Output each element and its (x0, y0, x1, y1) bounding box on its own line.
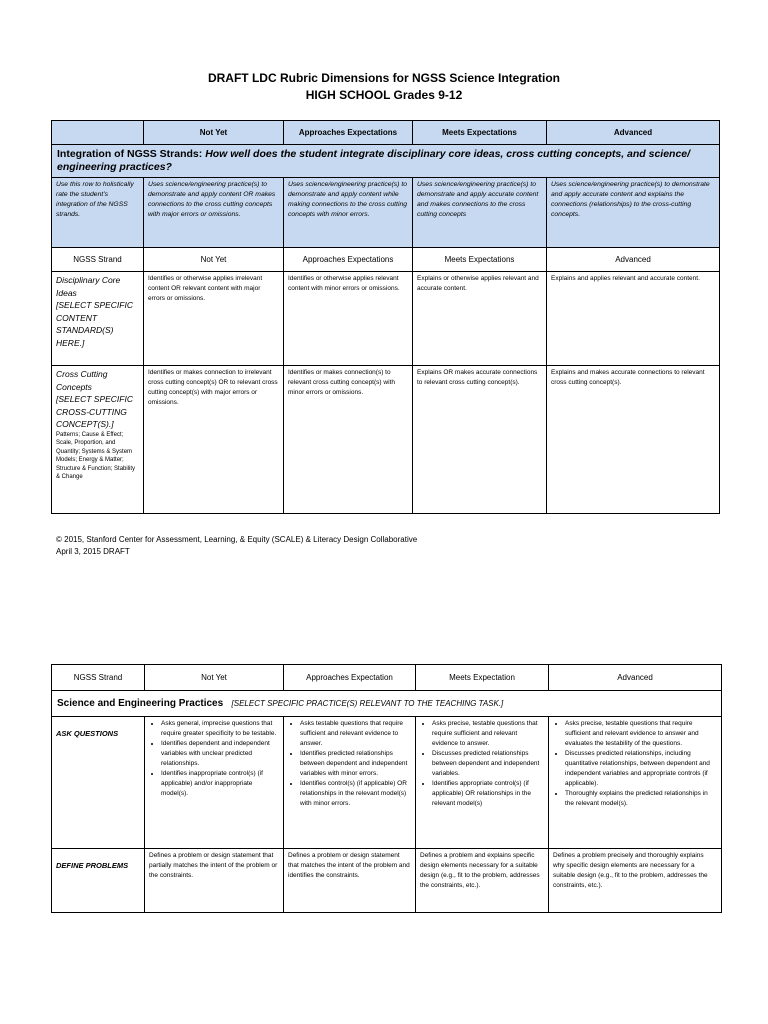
dci-approaches: Identifies or otherwise applies relevant content with minor errors or omissions. (284, 272, 413, 366)
ccc-approaches: Identifies or makes connection(s) to relevant cross cutting concept(s) with minor errors or omissions. (284, 366, 413, 514)
holistic-instruction: Use this row to holistically rate the student’s integration of the NGSS strands. (52, 178, 144, 248)
list-item: • Discusses predicted relationships, including quantitative relationships, between dependent and independent variables and appropriate controls (if applicable). (565, 749, 717, 789)
header-advanced: Advanced (547, 121, 720, 145)
t2-header-not-yet: Not Yet (145, 665, 284, 691)
dci-meets: Explains or otherwise applies relevant and accurate content. (413, 272, 547, 366)
ask-label: ASK QUESTIONS (52, 717, 145, 849)
list-item: • Identifies appropriate control(s) (if applicable) OR relationships in the relevant model(s) (432, 779, 544, 809)
sep-row (52, 691, 722, 717)
ccc-not-yet: Identifies or makes connection to irrelevant cross cutting concept(s) OR to relevant cross cutting concept(s) with major errors or omissions. (144, 366, 284, 514)
ccc-note: [SELECT SPECIFIC CROSS-CUTTING CONCEPT(S).] (56, 394, 133, 429)
integration-heading (52, 145, 720, 178)
integration-label: Integration of NGSS Strands: (57, 148, 206, 160)
ccc-row (52, 366, 720, 514)
dci-row (52, 272, 720, 366)
t2-header-strand: NGSS Strand (52, 665, 145, 691)
subheader-strand: NGSS Strand (52, 248, 144, 272)
holistic-advanced: Uses science/engineering practice(s) to demonstrate and apply accurate content and explains the connections (relationships) to the cross-cutting concepts. (547, 178, 720, 248)
rubric-table-1 (51, 120, 720, 514)
dci-label: Disciplinary Core Ideas (56, 275, 121, 298)
ask-approaches (284, 717, 416, 849)
t2-header-advanced: Advanced (549, 665, 722, 691)
define-approaches: Defines a problem or design statement that matches the intent of the problem and identifies the constraints. (284, 849, 416, 913)
sep-title: Science and Engineering Practices (57, 698, 224, 709)
ccc-concept-list: Patterns; Cause & Effect; Scale, Proportion, and Quantity; Systems & System Models; Energy & Matter; Structure & Function; Stability & Change (56, 431, 136, 480)
define-advanced: Defines a problem precisely and thoroughly explains why specific design elements are necessary for a suitable design (e.g., fit to the problem, addresses the constraints, etc.). (549, 849, 722, 913)
list-item: • Asks precise, testable questions that require sufficient and relevant evidence to answer. (432, 719, 544, 749)
define-not-yet: Defines a problem or design statement that partially matches the intent of the problem or the constraints. (145, 849, 284, 913)
header-meets: Meets Expectations (413, 121, 547, 145)
table2-header-row (52, 665, 722, 691)
holistic-not-yet: Uses science/engineering practice(s) to demonstrate and apply content OR makes connections to the cross cutting concepts with major errors or omissions. (144, 178, 284, 248)
define-problems-row (52, 849, 722, 913)
strand-subheader-row (52, 248, 720, 272)
ask-meets (416, 717, 549, 849)
t2-header-approaches: Approaches Expectation (284, 665, 416, 691)
document-title (0, 70, 768, 104)
list-item: • Thoroughly explains the predicted relationships in the relevant model(s). (565, 789, 717, 809)
table1-header-row (52, 121, 720, 145)
ccc-label: Cross Cutting Concepts (56, 369, 108, 392)
sep-heading (52, 691, 722, 717)
ccc-meets: Explains OR makes accurate connections to relevant cross cutting concept(s). (413, 366, 547, 514)
header-approaches: Approaches Expectations (284, 121, 413, 145)
ask-not-yet (145, 717, 284, 849)
integration-row (52, 145, 720, 178)
list-item: • Identifies dependent and independent variables with unclear predicted relationships. (161, 739, 279, 769)
list-item: • Asks testable questions that require sufficient and relevant evidence to answer. (300, 719, 411, 749)
rubric-table-2 (51, 664, 722, 913)
header-blank (52, 121, 144, 145)
ask-questions-row (52, 717, 722, 849)
list-item: • Discusses predicted relationships between dependent and independent variables. (432, 749, 544, 779)
holistic-approaches: Uses science/engineering practice(s) to demonstrate and apply content while making connections to the cross cutting concepts with minor errors. (284, 178, 413, 248)
sep-note: [SELECT SPECIFIC PRACTICE(S) RELEVANT TO THE TEACHING TASK.] (231, 699, 504, 708)
dci-label-cell (52, 272, 144, 366)
holistic-meets: Uses science/engineering practice(s) to demonstrate and apply accurate content and makes connections to the cross cutting concepts (413, 178, 547, 248)
dci-advanced: Explains and applies relevant and accurate content. (547, 272, 720, 366)
ask-advanced (549, 717, 722, 849)
subheader-approaches: Approaches Expectations (284, 248, 413, 272)
header-not-yet: Not Yet (144, 121, 284, 145)
dci-note: [SELECT SPECIFIC CONTENT STANDARD(S) HERE.] (56, 300, 133, 348)
list-item: • Identifies inappropriate control(s) (if applicable) and/or inappropriate model(s). (161, 769, 279, 799)
dci-not-yet: Identifies or otherwise applies irrelevant content OR relevant content with major errors or omissions. (144, 272, 284, 366)
list-item: • Identifies predicted relationships between dependent and independent variables with minor errors. (300, 749, 411, 779)
define-meets: Defines a problem and explains specific design elements necessary for a suitable design (e.g., fit to the problem, addresses the constraints, etc.). (416, 849, 549, 913)
subheader-meets: Meets Expectations (413, 248, 547, 272)
list-item: • Asks general, imprecise questions that require greater specificity to be testable. (161, 719, 279, 739)
list-item: • Identifies control(s) (if applicable) OR relationships in the relevant model(s) with minor errors. (300, 779, 411, 809)
integration-question: How well does the student integrate disciplinary core ideas, cross cutting concepts, and science/ engineering practices? (57, 148, 691, 173)
copyright-line: © 2015, Stanford Center for Assessment, Learning, & Equity (SCALE) & Literacy Design Collaborative (56, 535, 418, 544)
subheader-advanced: Advanced (547, 248, 720, 272)
t2-header-meets: Meets Expectation (416, 665, 549, 691)
list-item: • Asks precise, testable questions that require sufficient and relevant evidence to answer and evaluates the testability of the questions. (565, 719, 717, 749)
ccc-advanced: Explains and makes accurate connections to relevant cross cutting concept(s). (547, 366, 720, 514)
title-line-1: DRAFT LDC Rubric Dimensions for NGSS Science Integration (207, 71, 561, 85)
subheader-not-yet: Not Yet (144, 248, 284, 272)
ccc-label-cell (52, 366, 144, 514)
define-label: DEFINE PROBLEMS (52, 849, 145, 913)
footer (56, 534, 417, 558)
holistic-row (52, 178, 720, 248)
title-line-2: HIGH SCHOOL Grades 9-12 (305, 88, 463, 102)
draft-date: April 3, 2015 DRAFT (56, 547, 130, 556)
